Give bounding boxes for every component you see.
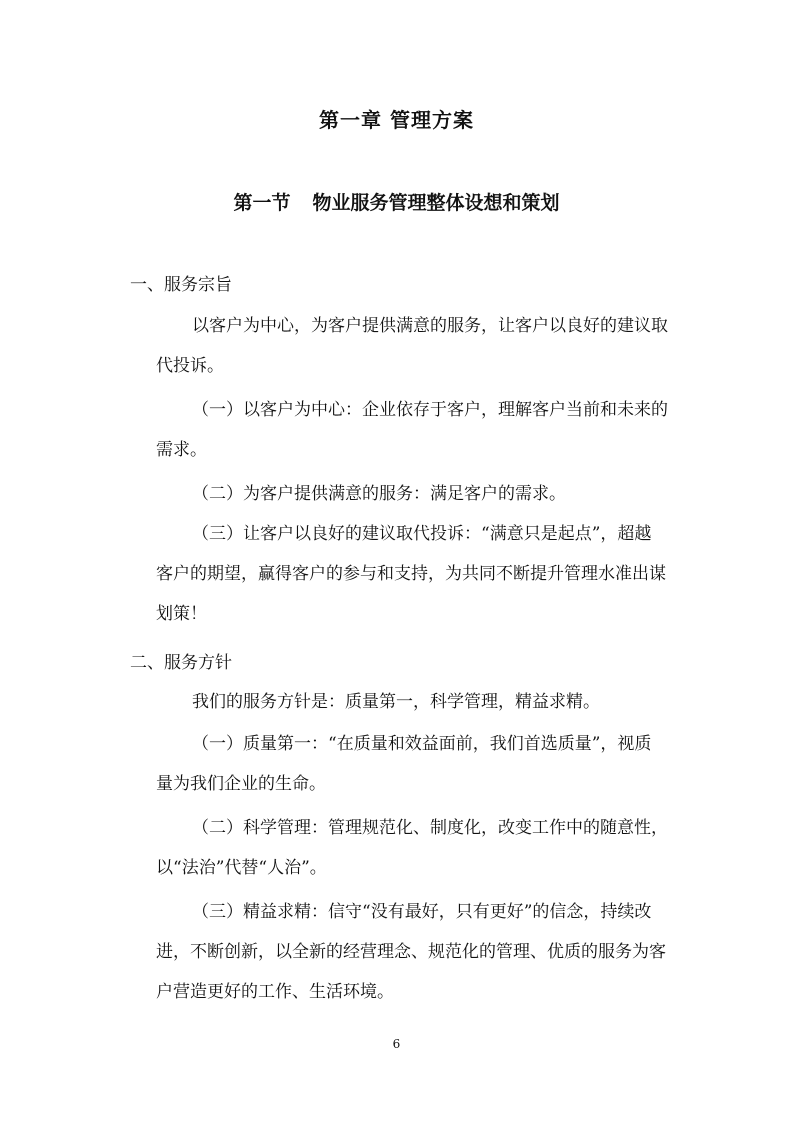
paragraph — [120, 682, 680, 722]
section-title-text: 物业服务管理整体设想和策划 — [312, 192, 560, 214]
text-line: （二）科学管理：管理规范化、制度化，改变工作中的随意性， — [192, 818, 668, 838]
text-line: （三）精益求精：信守“没有最好，只有更好”的信念，持续改 — [192, 902, 652, 922]
heading-service-policy: 二、服务方针 — [130, 653, 232, 673]
text-line: 以“法治”代替“人治”。 — [156, 858, 327, 878]
text-line: 代投诉。 — [156, 356, 224, 376]
page-number: 6 — [392, 1037, 401, 1051]
text-line: 量为我们企业的生命。 — [156, 774, 326, 794]
text-line: 进，不断创新，以全新的经营理念、规范化的管理、优质的服务为客 — [156, 942, 666, 962]
paragraph — [120, 474, 680, 514]
heading-service-purpose: 一、服务宗旨 — [130, 275, 232, 295]
paragraph — [120, 808, 680, 888]
text-line: （三）让客户以良好的建议取代投诉：“满意只是起点”，超越 — [192, 524, 652, 544]
paragraph — [120, 390, 680, 470]
text-line: 划策！ — [156, 604, 207, 624]
paragraph — [120, 514, 680, 634]
paragraph — [120, 724, 680, 804]
chapter-title: 第一章 管理方案 — [319, 108, 474, 132]
section-number: 第一节 — [233, 192, 291, 214]
text-line: 我们的服务方针是：质量第一，科学管理，精益求精。 — [192, 692, 600, 712]
text-line: （二）为客户提供满意的服务：满足客户的需求。 — [192, 484, 566, 504]
text-line: 以客户为中心，为客户提供满意的服务，让客户以良好的建议取 — [192, 316, 668, 336]
text-line: 客户的期望，赢得客户的参与和支持，为共同不断提升管理水准出谋 — [156, 564, 666, 584]
section-title — [0, 188, 793, 215]
text-line: （一）质量第一：“在质量和效益面前，我们首选质量”，视质 — [192, 734, 652, 754]
paragraph — [120, 892, 680, 1012]
text-line: （一）以客户为中心：企业依存于客户，理解客户当前和未来的 — [192, 400, 668, 420]
paragraph — [120, 306, 680, 386]
text-line: 户营造更好的工作、生活环境。 — [156, 982, 394, 1002]
text-line: 需求。 — [156, 440, 207, 460]
